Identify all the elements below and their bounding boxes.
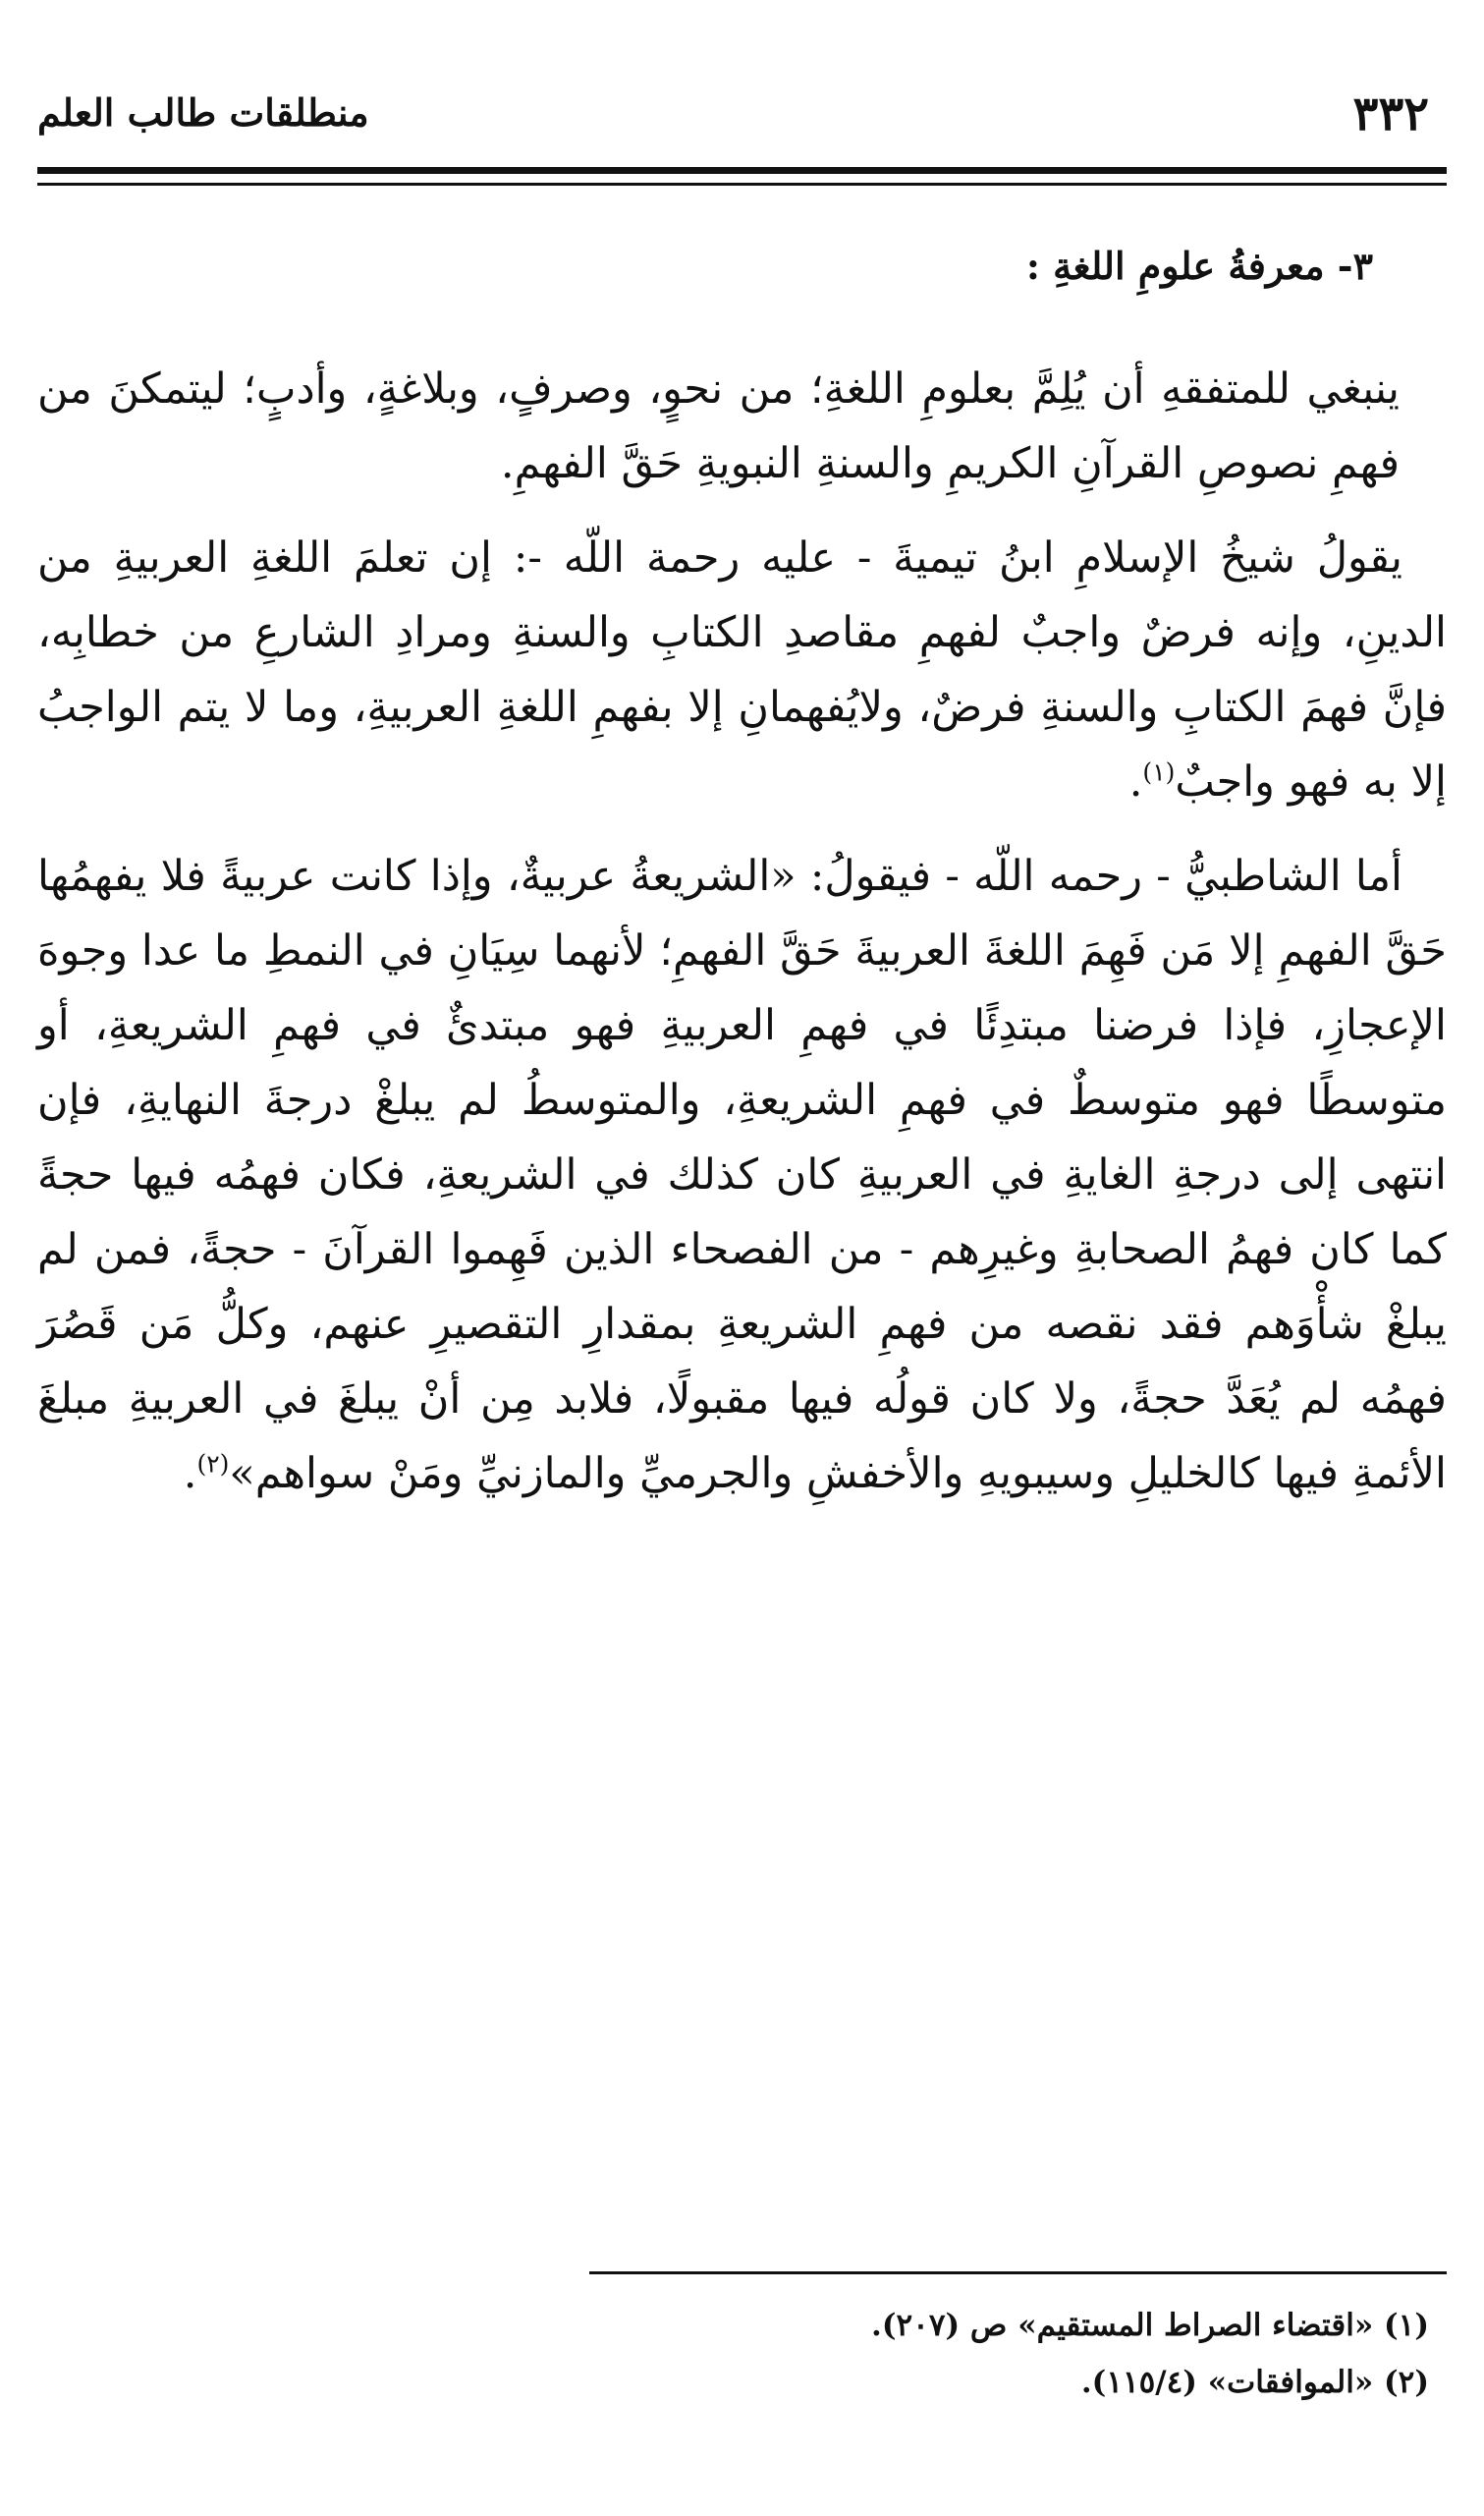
page-header [37,86,1447,159]
page-content [37,241,1447,1511]
footnote-rule [589,2271,1447,2274]
paragraph-end-mark-2: . [183,1449,197,1499]
paragraph-shatibi-text: أما الشاطبيُّ - رحمه اللّه - فيقولُ: «الشريعةُ عربيةٌ، وإذا كانت عربيةً فلا يفهمُها حَقَّ الفهمِ إلا مَن فَهِمَ اللغةَ العربيةَ حَقَّ الفهمِ؛ لأنهما سِيَانِ في النمطِ ما عدا وجوهَ الإعجازِ، فإذا فرضنا مبتدِئًا في فهمِ العربيةِ فهو مبتدئٌ في فهمِ الشريعةِ، أو متوسطًا فهو متوسطٌ في فهمِ الشريعةِ، والمتوسطُ لم يبلغْ درجةَ النهايةِ، فإن انتهى إلى درجةِ الغايةِ في العربيةِ كان كذلك في الشريعةِ، فكان فهمُه فيها حجةً كما كان فهمُ الصحابةِ وغيرِهم - من الفصحاء الذين فَهِموا القرآنَ - حجةً، فمن لم يبلغْ شأْوَهم فقد نقصه من فهمِ الشريعةِ بمقدارِ التقصيرِ عنهم، وكلُّ مَن قَصُرَ فهمُه لم يُعَدَّ حجةً، ولا كان قولُه فيها مقبولًا، فلابد مِن أنْ يبلغَ في العربيةِ مبلغَ الأئمةِ فيها كالخليلِ وسيبويهِ والأخفشِ والجرميِّ والمازنيِّ ومَنْ سواهم» [37,852,1447,1499]
running-title: منطلقات طالب العلم [37,90,369,135]
paragraph-ibn-taymiyyah [37,521,1447,819]
header-rule-thin [37,183,1447,186]
footnote-ref-1: (١) [1142,757,1176,787]
paragraph-ibn-taymiyyah-text: يقولُ شيخُ الإسلامِ ابنُ تيميةَ - عليه رحمة اللّه -: إن تعلمَ اللغةِ العربيةِ من الدينِ، وإنه فرضٌ واجبٌ لفهمِ مقاصدِ الكتابِ والسنةِ ومرادِ الشارعِ من خطابِه، فإنَّ فهمَ الكتابِ والسنةِ فرضٌ، ولايُفهمانِ إلا بفهمِ اللغةِ العربيةِ، وما لا يتم الواجبُ إلا به فهو واجبٌ [37,533,1447,808]
section-heading: ٣- معرفةُ علومِ اللغةِ : [1025,244,1373,288]
paragraph-shatibi-quote [37,839,1447,1511]
paragraph-language-sciences: ينبغي للمتفقهِ أن يُلِمَّ بعلومِ اللغةِ؛ من نحوٍ، وصرفٍ، وبلاغةٍ، وأدبٍ؛ ليتمكنَ من فهمِ نصوصِ القرآنِ الكريمِ والسنةِ النبويةِ حَقَّ الفهمِ. [37,364,1400,489]
footnotes [37,2297,1447,2411]
page-number: ٣٣٢ [1352,86,1429,141]
header-rule-thick [37,167,1447,174]
footnote-2: (٢) «الموافقات» (١١٥/٤). [1080,2365,1429,2400]
paragraph-end-mark-1: . [1128,757,1143,808]
footnote-ref-2: (٢) [196,1449,230,1479]
footnote-1: (١) «اقتضاء الصراط المستقيم» ص (٢٠٧). [871,2308,1429,2343]
